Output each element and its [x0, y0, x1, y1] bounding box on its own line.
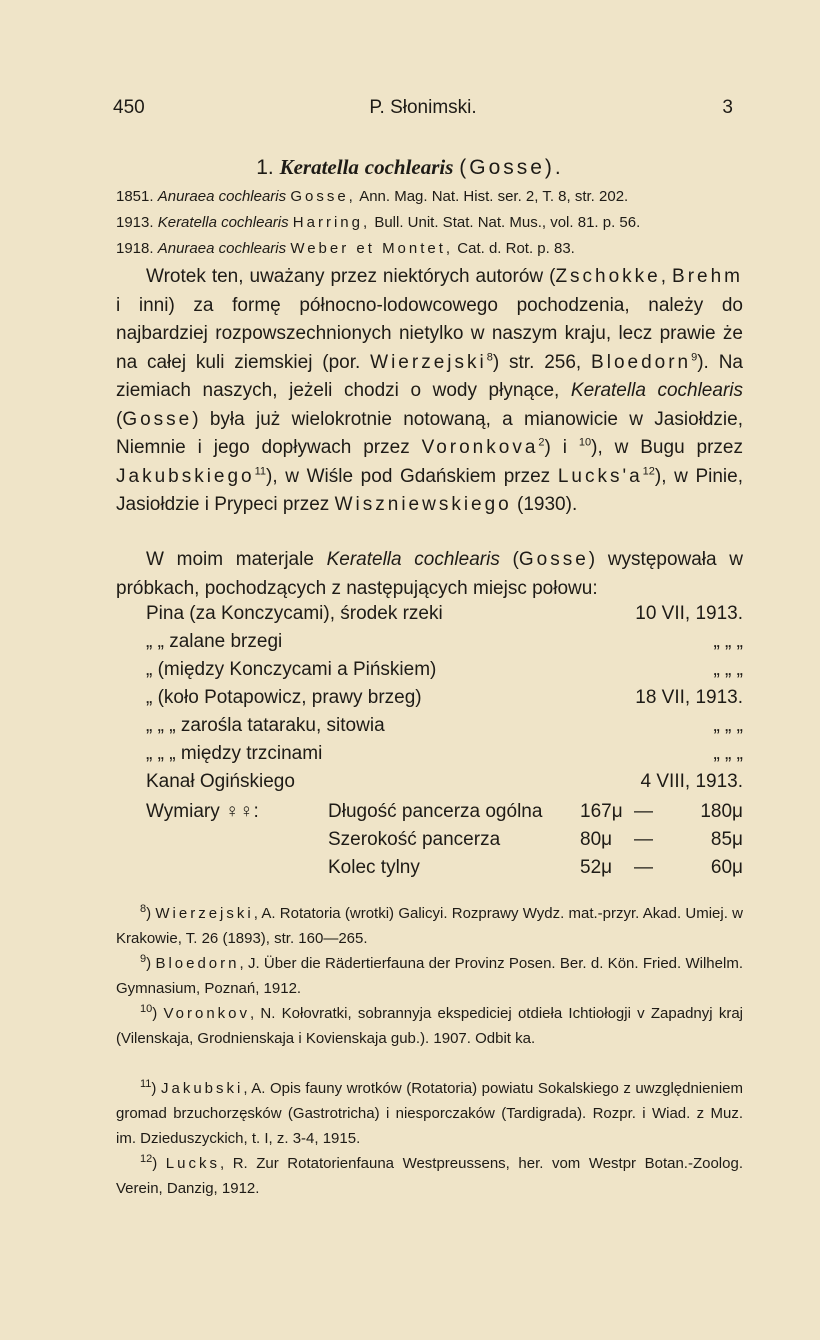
footnote: $^{10}$) Voronkov, N. Kołovratki, sobrannyja ekspediciej otdieła Ichtiołogji v Zapadnyj kraj (Vilenskaja, Grodnienskaja i Kovienskaja gub.). 1907. Odbit ka. [116, 1003, 743, 1047]
measurement-row: Wymiary ♀♀: Długość pancerza ogólna 167μ — 180μ [146, 801, 743, 822]
footnote: $^{11}$) Jakubski, A. Opis fauny wrotków (Rotatoria) powiatu Sokalskiego z uwzględnieniem gromad brzuchorzęsków (Gastrotricha) i niesporczaków (Tardigrada). Rozpr. i Wiad. z Muz. im. Dzieduszyckich, t. I, z. 3-4, 1915. [116, 1078, 743, 1147]
locality-row: „ „ zalane brzegi „ „ „ [146, 631, 743, 652]
measurement-row: Szerokość pancerza 80μ — 85μ [328, 829, 743, 850]
locality-row: Kanał Ogińskiego 4 VIII, 1913. [146, 771, 743, 792]
authority: (Gosse). [459, 156, 564, 179]
synonym-line: 1913. Keratella cochlearis Harring, Bull. Unit. Stat. Nat. Mus., vol. 81. p. 56. [116, 214, 641, 231]
footnote: $^{12}$) Lucks, R. Zur Rotatorienfauna Westpreussens, her. vom Westpr Botan.-Zoolog. Verein, Danzig, 1912. [116, 1153, 743, 1197]
locality-row: „ „ „ zarośla tataraku, sitowia „ „ „ [146, 715, 743, 736]
species-heading: 1. Keratella cochlearis (Gosse). [256, 155, 564, 179]
body-paragraph: W moim materjale Keratella cochlearis (Gosse) występowała w próbkach, pochodzących z następujących miejsc połowu: [116, 549, 744, 599]
running-author: P. Słonimski. [369, 97, 477, 118]
locality-row: Pina (za Konczycami), środek rzeki 10 VII, 1913. [146, 603, 743, 624]
species-name: cochlearis [364, 155, 454, 179]
locality-row: „ (między Konczycami a Pińskiem) „ „ „ [146, 659, 743, 680]
body-paragraph: Wrotek ten, uważany przez niektórych autorów (Zschokke, Brehm i inni) za formę północno-lodowcowego pochodzenia, należy do najbardziej rozpowszechnionych nietylko w naszym kraju, lecz prawie że na całej kuli ziemskiej (por. Wierzejski$^8$) str. 256, Bloedorn$^9$). Na ziemiach naszych, jeżeli chodzi o wody płynące, Keratella cochlearis (Gosse) była już wielokrotnie notowaną, a mianowicie w Jasiołdzie, Niemnie i jego dopływach przez Voronkova$^2$) i $^{10}$), w Bugu przez Jakubskiego$^{11}$), w Wiśle pod Gdańskiem przez $Lucks'a^{12}$), w Pinie, Jasiołdzie i Prypeci przez Wiszniewskiego (1930). [116, 266, 743, 515]
locality-row: „ „ „ między trzcinami „ „ „ [146, 743, 743, 764]
page-number: 450 [113, 97, 145, 118]
synonym-line: 1851. Anuraea cochlearis Gosse, Ann. Mag. Nat. Hist. ser. 2, T. 8, str. 202. [116, 188, 629, 205]
signature-mark: 3 [722, 97, 733, 118]
genus-name: Keratella [279, 155, 359, 179]
measurement-row: Kolec tylny 52μ — 60μ [328, 857, 743, 878]
measurements-label: Wymiary ♀♀: [146, 801, 259, 822]
locality-row: „ (koło Potapowicz, prawy brzeg) 18 VII, 1913. [146, 687, 743, 708]
footnote: $^9$) Bloedorn, J. Über die Rädertierfauna der Provinz Posen. Ber. d. Kön. Fried. Wilhelm. Gymnasium, Poznań, 1912. [116, 953, 743, 997]
footnote: $^8$) Wierzejski, A. Rotatoria (wrotki) Galicyi. Rozprawy Wydz. mat.-przyr. Akad. Umiej. w Krakowie, T. 26 (1893), str. 160—265. [116, 903, 743, 947]
synonym-line: 1918. Anuraea cochlearis Weber et Montet, Cat. d. Rot. p. 83. [116, 240, 575, 257]
